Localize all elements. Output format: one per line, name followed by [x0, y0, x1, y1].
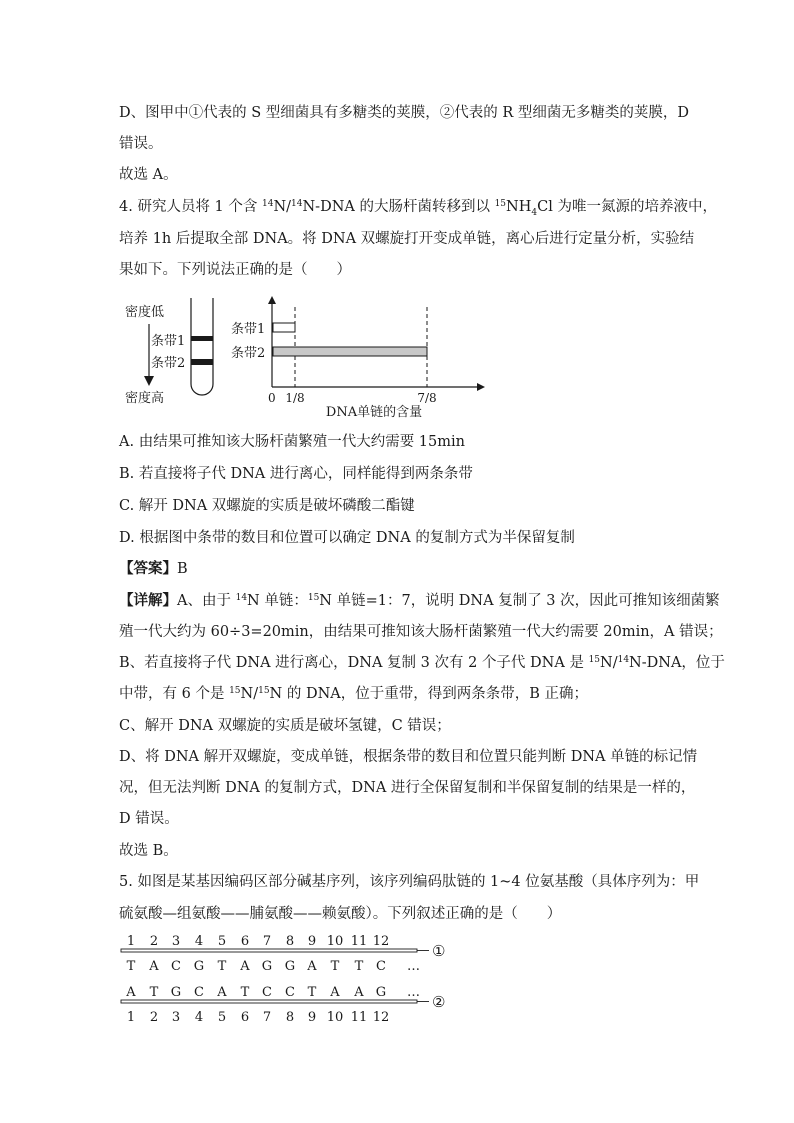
strand2-position-number: 7 [262, 1010, 272, 1025]
strand2-base: A [126, 985, 136, 1000]
strand2-position-number: 6 [240, 1010, 250, 1025]
strand1-position-number: 11 [350, 934, 368, 949]
chart-band2-label: 条带2 [231, 346, 266, 361]
tube-band1-label: 条带1 [151, 334, 186, 349]
strand2-position-number: 2 [149, 1010, 159, 1025]
q4-answer: 【答案】B [119, 560, 188, 577]
tube-band2 [191, 359, 213, 365]
q4-detail-d-line2: 况，但无法判断 DNA 的复制方式，DNA 进行全保留复制和半保留复制的结果是一样的， [119, 780, 696, 796]
strand2-base: G [170, 985, 182, 1000]
q4-detail-a-line2: 殖一代大约为 60÷3=20min，由结果可推知该大肠杆菌繁殖一代大约需要 20min，A 错误； [119, 624, 723, 640]
strand1-base: T [217, 959, 227, 974]
strand1-position-number: 6 [240, 934, 250, 949]
q4-option-c: C. 解开 DNA 双螺旋的实质是破坏磷酸二酯键 [119, 498, 415, 514]
density-arrow-head-icon [144, 376, 154, 386]
chart-bar-band2 [273, 347, 427, 356]
q4-stem-line3: 果如下。下列说法正确的是（ ） [119, 262, 351, 278]
strand1-position-number: 2 [149, 934, 159, 949]
q4-figure [119, 292, 499, 422]
strand1-position-number: 3 [171, 934, 181, 949]
strand2-label: ② [432, 993, 446, 1011]
strand1-base: C [171, 959, 181, 974]
q3-final-answer: 故选 A。 [119, 167, 178, 183]
strand2-base: T [307, 985, 317, 1000]
chart-tick-1-8: 1/8 [285, 391, 305, 405]
strand2-base: C [262, 985, 272, 1000]
strand2-position-number: 4 [194, 1010, 204, 1025]
chart-y-axis-arrow-icon [268, 296, 276, 304]
strand2-base: G [375, 985, 387, 1000]
strand1-line [121, 949, 417, 952]
band-content-chart [231, 296, 485, 420]
strand1-base: T [330, 959, 340, 974]
strand2-position-number: 10 [326, 1010, 344, 1025]
strand1-base: G [193, 959, 205, 974]
q3-option-d-line2: 错误。 [119, 136, 163, 152]
q4-final-answer: 故选 B。 [119, 843, 178, 859]
q4-detail-c: C、解开 DNA 双螺旋的实质是破坏氢键，C 错误； [119, 718, 451, 734]
strand2-ellipsis: … [407, 985, 420, 1000]
chart-x-label: DNA单链的含量 [325, 405, 423, 420]
strand2-base: T [240, 985, 250, 1000]
chart-x-axis-arrow-icon [477, 383, 485, 391]
q4-stem-line1: 4. 研究人员将 1 个含 $^{14}$N/$^{14}$N-DNA 的大肠杆菌转移到以 $^{15}NH_4Cl$ 为唯一氮源的培养液中， [119, 199, 717, 218]
strand1-base: A [240, 959, 250, 974]
q5-stem-line2: 硫氨酸—组氨酸——脯氨酸——赖氨酸）。下列叙述正确的是（ ） [119, 906, 562, 922]
strand1-position-number: 10 [326, 934, 344, 949]
strand2-position-number: 9 [307, 1010, 317, 1025]
strand2-base: A [354, 985, 364, 1000]
strand2-position-number: 8 [285, 1010, 295, 1025]
strand2-position-number: 3 [171, 1010, 181, 1025]
chart-band1-label: 条带1 [231, 322, 266, 337]
strand1-position-number: 1 [126, 934, 136, 949]
q3-option-d-line1: D、图甲中①代表的 S 型细菌具有多糖类的荚膜，②代表的 R 型细菌无多糖类的荚膜，D [119, 105, 690, 121]
strand2-base: A [217, 985, 227, 1000]
density-low-label: 密度低 [125, 305, 165, 320]
strand1-position-number: 5 [217, 934, 227, 949]
chart-bar-band1 [273, 323, 295, 332]
strand2-line [121, 1000, 417, 1003]
centrifuge-tube [191, 298, 213, 395]
q4-option-d: D. 根据图中条带的数目和位置可以确定 DNA 的复制方式为半保留复制 [119, 530, 575, 546]
q4-detail-d-line1: D、将 DNA 解开双螺旋，变成单链，根据条带的数目和位置只能判断 DNA 单链的标记情 [119, 749, 698, 765]
strand1-base: A [307, 959, 317, 974]
strand1-ellipsis: … [407, 959, 420, 974]
strand2-position-number: 1 [126, 1010, 136, 1025]
q4-option-a: A. 由结果可推知该大肠杆菌繁殖一代大约需要 15min [119, 434, 465, 450]
q4-stem-line2: 培养 1h 后提取全部 DNA。将 DNA 双螺旋打开变成单链，离心后进行定量分析，实验结 [119, 231, 695, 247]
strand2-base: C [285, 985, 295, 1000]
strand1-base: T [354, 959, 364, 974]
tube-band2-label: 条带2 [151, 356, 186, 371]
chart-tick-0: 0 [268, 391, 276, 405]
q4-detail-b-line1: B、若直接将子代 DNA 进行离心，DNA 复制 3 次有 2 个子代 DNA 是 $^{15}$N/$^{14}$N-DNA，位于 [119, 655, 725, 671]
strand2-position-number: 12 [372, 1010, 390, 1025]
strand1-position-number: 12 [372, 934, 390, 949]
strand1-position-number: 4 [194, 934, 204, 949]
q5-stem-line1: 5. 如图是某基因编码区部分碱基序列，该序列编码肽链的 1~4 位氨基酸（具体序列为：甲 [119, 874, 700, 890]
density-high-label: 密度高 [125, 391, 165, 406]
q4-option-b: B. 若直接将子代 DNA 进行离心，同样能得到两条条带 [119, 466, 473, 482]
strand2-base: C [194, 985, 204, 1000]
q4-detail-d-line3: D 错误。 [119, 811, 179, 827]
q4-detail-b-line2: 中带，有 6 个是 $^{15}$N/$^{15}$N 的 DNA，位于重带，得到两条条带，B 正确； [119, 686, 589, 702]
strand1-position-number: 9 [307, 934, 317, 949]
chart-tick-7-8: 7/8 [417, 391, 437, 405]
strand2-base: A [330, 985, 340, 1000]
strand1-position-number: 7 [262, 934, 272, 949]
strand1-label: ① [432, 942, 446, 960]
strand1-base: A [149, 959, 159, 974]
strand2-base: T [149, 985, 159, 1000]
q4-detail-a-line1: 【详解】A、由于 $^{14}$N 单链：$^{15}$N 单链=1：7，说明 DNA 复制了 3 次，因此可推知该细菌繁 [119, 592, 720, 609]
strand1-position-number: 8 [285, 934, 295, 949]
strand2-position-number: 11 [350, 1010, 368, 1025]
strand1-base: T [126, 959, 136, 974]
q5-dna-figure [119, 928, 469, 1028]
strand1-base: G [261, 959, 273, 974]
strand1-base: C [376, 959, 386, 974]
tube-band1 [191, 336, 213, 341]
strand1-base: G [284, 959, 296, 974]
strand2-position-number: 5 [217, 1010, 227, 1025]
